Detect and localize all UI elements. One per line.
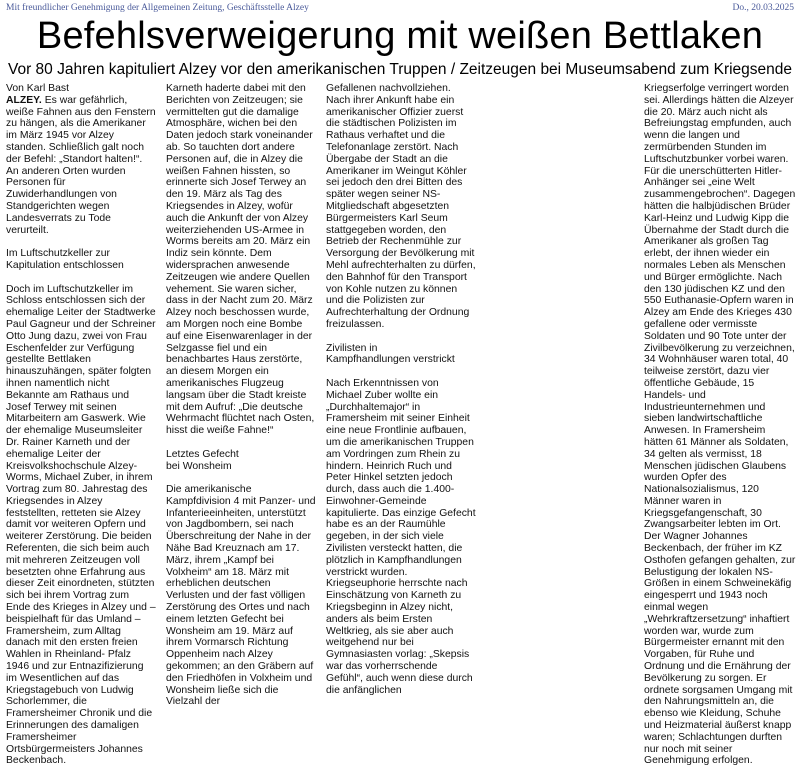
column-1 xyxy=(6,83,156,767)
paragraph: Doch im Luftschutzkeller im Schloss entschlossen sich der ehemalige Leiter der Stadtwerke Paul Gagneur und der Schreiner Otto Jung dazu, zwei von Frau Eschenfelder zur Verfügung gestellte Bettlaken hinauszuhängen, später folgten ihnen namentlich nicht Bekannte am Rathaus und Josef Terwey mit seinen Mitarbeitern am Gaswerk. Wie der ehemalige Museumsleiter Dr. Rainer Karneth und der ehemalige Leiter der Kreisvolkshochschule Alzey- Worms, Michael Zuber, in ihrem Vortrag zum 80. Jahrestag des Kriegsendes in Alzey feststellten, retteten sie Alzey damit vor weiteren Opfern und weiterer Zerstörung. Die beiden Referenten, die sich beim auch mit mehreren Zeitzeugen voll besetzten ohne Erfahrung aus dieser Zeit einordneten, stützten sich bei ihrem Vortrag zum Ende des Krieges in Alzey und – beispielhaft für das Umland – Framersheim, zum Alltag danach mit den ersten freien Wahlen in Rheinland- Pfalz 1946 und zur Entnazifizierung im Wesentlichen auf das Kriegstagebuch von Ludwig Schorlemmer, die Framersheimer Chronik und die Erinnerungen des damaligen Framersheimer Ortsbürgermeisters Johannes Beckenbach. xyxy=(6,283,156,767)
paragraph: Nach Erkenntnissen von Michael Zuber wollte ein „Durchhaltemajor“ in Framersheim mit seiner Einheit eine neue Frontlinie aufbauen, um die amerikanischen Truppen am Vordringen zum Rhein zu hindern. Heinrich Ruch und Peter Hinkel setzten jedoch durch, dass auch die 1.400-Einwohner-Gemeinde kapitulierte. Das einzige Gefecht habe es an der Raumühle gegeben, in der sich viele Zivilisten versteckt hatten, die plötzlich in Kampfhandlungen verstrickt wurden. Kriegseuphorie herrschte nach Einschätzung von Karneth zu Kriegsbeginn in Alzey nicht, anders als beim Ersten Weltkrieg, als sie aber auch weitgehend nur bei Gymnasiasten vorlag: „Skepsis war das vorherrschende Gefühl“, auch wenn diese durch die anfänglichen xyxy=(326,377,476,696)
column-4 xyxy=(644,83,796,767)
headline: Befehlsverweigerung mit weißen Bettlaken xyxy=(36,15,764,57)
date-label: Do., 20.03.2025 xyxy=(732,3,794,13)
author-byline: Von Karl Bast xyxy=(6,83,69,94)
subheading-line: Im Luftschutzkeller zur xyxy=(6,248,110,260)
subheading xyxy=(166,449,316,473)
paragraph: Gefallenen nachvollziehen. Nach ihrer Ankunft habe ein amerikanischer Offizier zuerst die städtischen Polizisten im Rathaus verhaftet und die Telefonanlage zerstört. Nach Übergabe der Stadt an die Amerikaner im Weingut Köhler sei jedoch den drei Bitten des später wegen seiner NS-Mitgliedschaft abgesetzten Bürgermeisters Karl Seum stattgegeben worden, den Betrieb der Rechenmühle zur Versorgung der Bevölkerung mit Mehl aufrechterhalten zu dürfen, den Bahnhof für den Transport von Kohle nutzen zu können und die Polizisten zur Aufrechterhaltung der Ordnung freizulassen. xyxy=(326,83,476,330)
paragraph: Kriegserfolge verringert worden sei. Allerdings hätten die Alzeyer die 20. März auch nicht als Befreiungstag empfunden, auch wenn die langen und zermürbenden Stunden im Luftschutzbunker vorbei waren. Für die unerschütterten Hitler- Anhänger sei „eine Welt zusammengebrochen“. Dagegen hätten die halbjüdischen Brüder Karl-Heinz und Ludwig Kipp die Übernahme der Stadt durch die Amerikaner als großen Tag erlebt, der ihnen wieder ein normales Leben als Menschen und Bürger ermöglichte. Nach den 130 jüdischen KZ und den 550 Euthanasie-Opfern waren in Alzey am Ende des Krieges 430 gefallene oder vermisste Soldaten und 90 Tote unter der Zivilbevölkerung zu verzeichnen, 34 Wohnhäuser waren total, 40 teilweise zerstört, dazu vier öffentliche Gebäude, 15 Handels- und Industrieunternehmen und sieben landwirtschaftliche Anwesen. In Framersheim hätten 61 Männer als Soldaten, 34 gelten als vermisst, 18 Menschen jüdischen Glaubens wurden Opfer des Nationalsozialismus, 120 Männer waren in Kriegsgefangenschaft, 30 Zwangsarbeiter lebten im Ort. Der Wagner Johannes Beckenbach, der früher im KZ Osthofen gefangen gehalten, zur Belustigung der lokalen NS-Größen in einem Schweinekäfig eingesperrt und 1943 noch einmal wegen „Wehrkraftzersetzung“ inhaftiert worden war, wurde zum Bürgermeister ernannt mit den Vorgaben, für Ruhe und Ordnung und die Ernährung der Bevölkerung zu sorgen. Er ordnete sorgsamen Umgang mit den Nahrungsmitteln an, die ebenso wie Kleidung, Schuhe und Heizmaterial äußerst knapp waren; Schlachtungen durften nur noch mit seiner Genehmigung erfolgen. xyxy=(644,83,796,767)
subheading-line: Kapitulation entschlossen xyxy=(6,259,124,271)
paragraph: Karneth haderte dabei mit den Berichten von Zeitzeugen; sie vermittelten gut die damalige Atmosphäre, wichen bei den Daten jedoch stark voneinander ab. So tauchten dort andere Personen auf, die in Alzey die weißen Fahnen hissten, so erinnerte sich Josef Terwey an den 19. März als Tag des Kriegsendes in Alzey, wofür auch die Ankunft der von Alzey weiterziehenden US-Armee in Worms bereits am 20. März ein Indiz sein könnte. Dem widersprachen anwesende Zeitzeugen wie andere Quellen vehement. Sie waren sicher, dass in der Nacht zum 20. März Alzey noch beschossen wurde, am Morgen noch eine Bombe auf eine Eisenwarenlager in der Selzgasse fiel und ein benachbartes Haus zerstörte, an diesem Morgen ein amerikanisches Flugzeug langsam über die Stadt kreiste mit dem Aufruf: „Die deutsche Wehrmacht flüchtet nach Osten, hisst die weiße Fahne!“ xyxy=(166,83,315,437)
source-line: Mit freundlicher Genehmigung der Allgemeinen Zeitung, Geschäftsstelle Alzey xyxy=(6,3,309,13)
column-3 xyxy=(326,83,476,696)
subheading-line: Zivilisten in xyxy=(326,342,378,354)
column-2 xyxy=(166,83,316,708)
subheading xyxy=(6,248,156,272)
article-body xyxy=(6,83,796,767)
dateline: ALZEY. xyxy=(6,94,42,106)
subheadline: Vor 80 Jahren kapituliert Alzey vor den amerikanischen Truppen / Zeitzeugen bei Museumsabend zum Kriegsende xyxy=(7,61,793,78)
subheading xyxy=(326,343,476,367)
paragraph xyxy=(6,95,156,237)
subheading-line: bei Wonsheim xyxy=(166,460,232,472)
subheading-line: Letztes Gefecht xyxy=(166,448,239,460)
paragraph-text: Es war gefährlich, weiße Fahnen aus den Fenstern zu hängen, als die Amerikaner im März 1945 vor Alzey standen. Schließlich galt noch der Befehl: „Standort halten!“. An anderen Orten wurden Personen für Zuwiderhandlungen von Standgerichten wegen Landesverrats zu Tode verurteilt. xyxy=(6,94,156,236)
subheading-line: Kampfhandlungen verstrickt xyxy=(326,354,455,366)
paragraph: Die amerikanische Kampfdivision 4 mit Panzer- und Infanterieeinheiten, unterstützt von Jagdbombern, sei nach Überschreitung der Nahe in der Nähe Bad Kreuznach am 17. März, ihrem „Kampf bei Volxheim“ am 18. März mit erheblichen deutschen Verlusten und der fast völligen Zerstörung des Ortes und nach einem letzten Gefecht bei Wonsheim am 19. März auf ihrem Vormarsch Richtung Oppenheim nach Alzey gekommen; an den Gräbern auf den Friedhöfen in Volxheim und Wonsheim ließe sich die Vielzahl der xyxy=(166,484,316,708)
